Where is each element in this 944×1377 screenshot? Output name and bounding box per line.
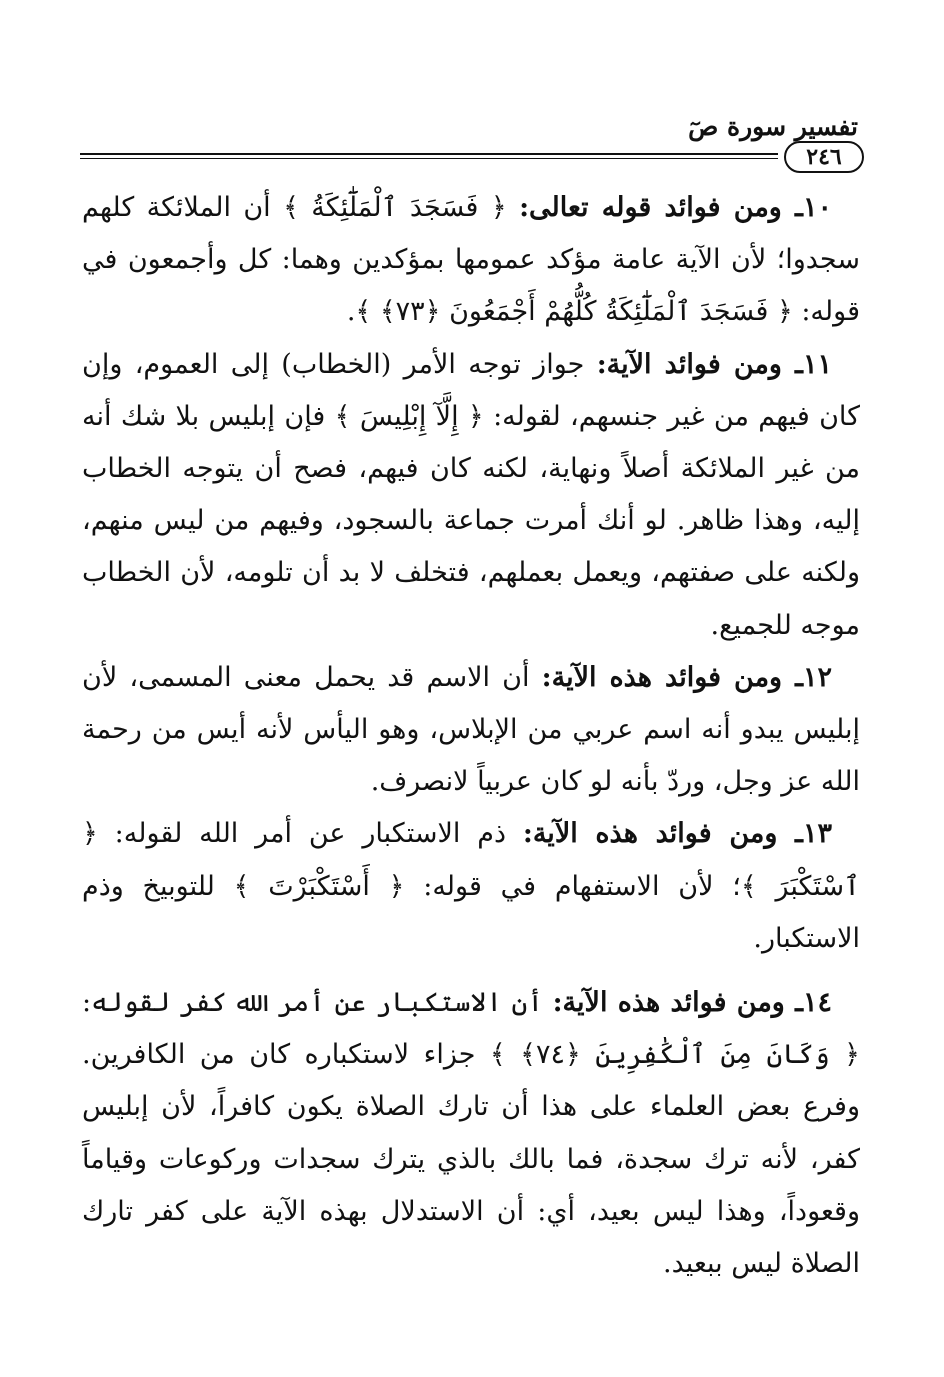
benefit-label: ١٤ـ ومن فوائد هذه الآية:: [552, 987, 832, 1019]
benefit-label: ١٣ـ ومن فوائد هذه الآية:: [522, 818, 832, 850]
benefit-text: ذم الاستكبار عن أمر الله لقوله: ﴿ ٱسْتَكْبَرَ ﴾؛ لأن الاستفهام في قوله: ﴿ أَسْتَكْبَرْتَ ﴾ للتوبيخ وذم الاستكبار.: [82, 818, 860, 954]
benefit-text: جواز توجه الأمر (الخطاب) إلى العموم، وإن كان فيهم من غير جنسهم، لقوله: ﴿ إِلَّآ إِبْلِيسَ ﴾ فإن إبليس بلا شك أنه من غير الملائكة أصلاً ونهاية، لكنه كان فيهم، فصح أن يتوجه الخطاب إليه، وهذا ظاهر. لو أنك أمرت جماعة بالسجود، وفيهم من ليس منهم، ولكنه على صفتهم، ويعمل بعملهم، فتخلف لا بد أن تلومه، لأن الخطاب موجه للجميع.: [82, 348, 860, 641]
running-header-title: تفسير سورة صٓ: [688, 112, 858, 141]
page-body: [82, 182, 860, 1290]
benefit-paragraph-10: [82, 182, 860, 339]
benefit-label: ١١ـ ومن فوائد الآية:: [596, 348, 832, 380]
page-number-badge: ٢٤٦: [784, 141, 864, 173]
benefit-label: ١٠ـ ومن فوائد قوله تعالى:: [519, 192, 832, 223]
benefit-text: ﴿ فَسَجَدَ ٱلْمَلَٰٓئِكَةُ ﴾ أن الملائكة كلهم سجدوا؛ لأن الآية عامة مؤكد عمومها بمؤكدين وهما: كل وأجمعون في قوله: ﴿ فَسَجَدَ ٱلْمَلَٰٓئِكَةُ كُلُّهُمْ أَجْمَعُونَ ﴿٧٣﴾ ﴾.: [82, 192, 860, 328]
benefit-paragraph-12: [82, 652, 860, 809]
benefit-text: أن الاسم قد يحمل معنى المسمى، لأن إبليس يبدو أنه اسم عربي من الإبلاس، وهو اليأس لأنه أيس من رحمة الله عز وجل، وردّ بأنه لو كان عربياً لانصرف.: [82, 661, 860, 798]
header-rule: [80, 153, 778, 159]
benefit-paragraph-13: [82, 808, 860, 965]
benefit-label: ١٢ـ ومن فوائد هذه الآية:: [541, 661, 832, 693]
benefit-paragraph-11: [82, 339, 860, 652]
benefit-paragraph-14: [82, 977, 860, 1290]
benefit-text: أن الاستكبار عن أمر الله كفر لقوله: ﴿ وَكَانَ مِنَ ٱلْكَٰفِرِينَ ﴿٧٤﴾ ﴾ جزاء لاستكباره كان من الكافرين. وفرع بعض العلماء على هذا أن تارك الصلاة يكون كافراً، لأن إبليس كفر، لأنه ترك سجدة، فما بالك بالذي يترك سجدات وركوعات وقياماً وقعوداً، وهذا ليس بعيد، أي: أن الاستدلال بهذه الآية على كفر تارك الصلاة ليس ببعيد.: [82, 987, 861, 1280]
